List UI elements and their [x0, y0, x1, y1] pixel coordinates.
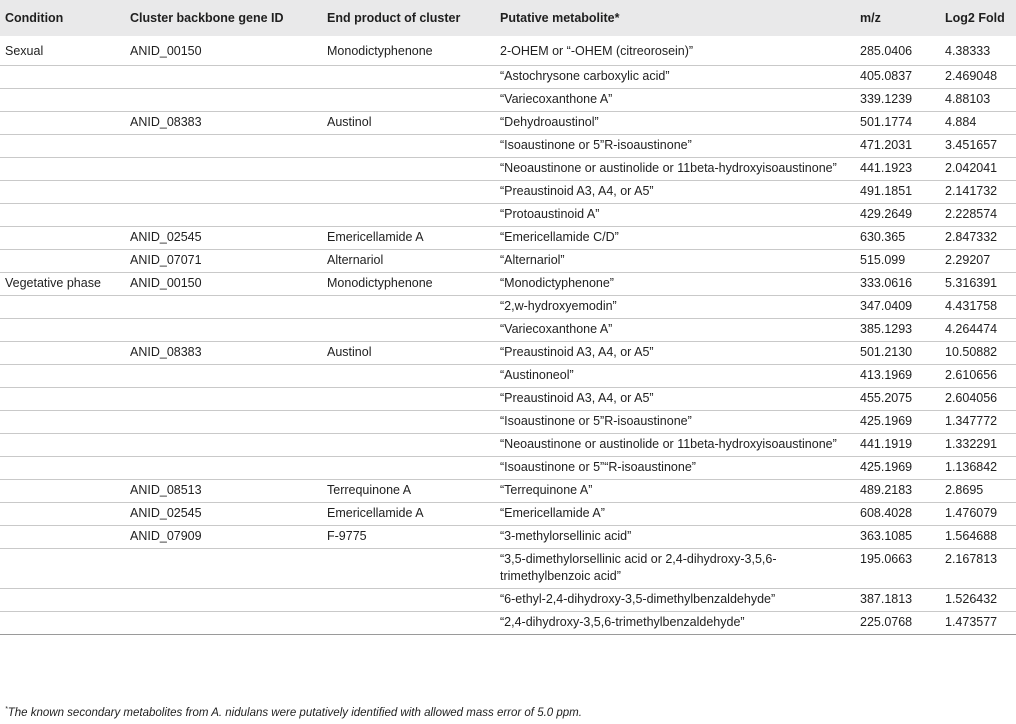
cell-log2-fold: 4.88103: [945, 92, 991, 106]
cell-end-product: [322, 434, 495, 457]
cell-end-product: [322, 135, 495, 158]
cell-mz: 413.1969: [860, 368, 913, 382]
table-row: [0, 342, 1016, 365]
cell-log2-fold: 2.469048: [945, 69, 998, 83]
cell-log2-fold: 2.042041: [945, 161, 998, 175]
cell-end-product: [322, 296, 495, 319]
cell-mz: 333.0616: [860, 276, 913, 290]
cell-condition: [0, 612, 125, 635]
cell-log2-fold: 2.29207: [945, 253, 991, 267]
table-row: [0, 66, 1016, 89]
cell-mz: 501.2130: [860, 345, 913, 359]
cell-putative-metabolite: “Alternariol”: [500, 253, 565, 267]
cell-mz: 429.2649: [860, 207, 913, 221]
cell-mz: 195.0663: [860, 552, 913, 566]
cell-mz: 471.2031: [860, 138, 913, 152]
cell-mz: 405.0837: [860, 69, 913, 83]
cell-cluster-gene-id: ANID_00150: [130, 276, 202, 290]
cell-cluster-gene-id: ANID_07071: [130, 253, 202, 267]
cell-cluster-gene-id: [125, 204, 322, 227]
cell-log2-fold: 2.167813: [945, 552, 998, 566]
cell-condition: [0, 319, 125, 342]
cell-cluster-gene-id: [125, 135, 322, 158]
cell-putative-metabolite: “Dehydroaustinol”: [500, 115, 599, 129]
cell-log2-fold: 2.610656: [945, 368, 998, 382]
cell-cluster-gene-id: [125, 66, 322, 89]
table-row: [0, 158, 1016, 181]
cell-mz: 515.099: [860, 253, 906, 267]
cell-end-product: Monodictyphenone: [327, 276, 433, 290]
header-end-product: End product of cluster: [322, 0, 495, 36]
cell-end-product: [322, 89, 495, 112]
cell-log2-fold: 4.38333: [945, 44, 991, 58]
cell-end-product: [322, 457, 495, 480]
table-row: [0, 589, 1016, 612]
cell-condition: [0, 589, 125, 612]
table-row: [0, 181, 1016, 204]
cell-condition: [0, 549, 125, 589]
header-condition: Condition: [0, 0, 125, 36]
cell-putative-metabolite: “Neoaustinone or austinolide or 11beta-hydroxyisoaustinone”: [500, 161, 837, 175]
cell-putative-metabolite: “2,4-dihydroxy-3,5,6-trimethylbenzaldehyde”: [500, 615, 745, 629]
table-row: [0, 112, 1016, 135]
cell-end-product: [322, 411, 495, 434]
table-row: [0, 36, 1016, 66]
cell-cluster-gene-id: ANID_08383: [130, 115, 202, 129]
cell-condition: [0, 227, 125, 250]
cell-log2-fold: 4.264474: [945, 322, 998, 336]
cell-cluster-gene-id: ANID_02545: [130, 230, 202, 244]
cell-end-product: Austinol: [327, 115, 372, 129]
cell-putative-metabolite: “Emericellamide C/D”: [500, 230, 619, 244]
cell-mz: 608.4028: [860, 506, 913, 520]
cell-mz: 425.1969: [860, 414, 913, 428]
cell-log2-fold: 5.316391: [945, 276, 998, 290]
cell-mz: 491.1851: [860, 184, 913, 198]
cell-cluster-gene-id: [125, 181, 322, 204]
header-mz: m/z: [855, 0, 940, 36]
cell-cluster-gene-id: ANID_00150: [130, 44, 202, 58]
cell-end-product: [322, 589, 495, 612]
cell-cluster-gene-id: [125, 89, 322, 112]
cell-log2-fold: 1.564688: [945, 529, 998, 543]
table-row: [0, 388, 1016, 411]
cell-condition: [0, 250, 125, 273]
cell-cluster-gene-id: [125, 158, 322, 181]
cell-mz: 425.1969: [860, 460, 913, 474]
cell-cluster-gene-id: ANID_08513: [130, 483, 202, 497]
cell-end-product: [322, 158, 495, 181]
cell-condition: [0, 457, 125, 480]
cell-end-product: Emericellamide A: [327, 230, 424, 244]
table-row: [0, 135, 1016, 158]
cell-condition: [0, 503, 125, 526]
table-row: [0, 503, 1016, 526]
cell-log2-fold: 2.8695: [945, 483, 984, 497]
cell-condition: [0, 112, 125, 135]
cell-log2-fold: 4.431758: [945, 299, 998, 313]
cell-condition: [0, 204, 125, 227]
cell-end-product: Austinol: [327, 345, 372, 359]
cell-cluster-gene-id: [125, 457, 322, 480]
table-row: [0, 612, 1016, 635]
header-cluster-backbone-gene-id: Cluster backbone gene ID: [125, 0, 322, 36]
cell-log2-fold: 3.451657: [945, 138, 998, 152]
cell-condition: [0, 480, 125, 503]
cell-end-product: [322, 181, 495, 204]
cell-cluster-gene-id: [125, 589, 322, 612]
cell-mz: 441.1919: [860, 437, 913, 451]
cell-cluster-gene-id: [125, 296, 322, 319]
cell-log2-fold: 1.476079: [945, 506, 998, 520]
cell-end-product: Emericellamide A: [327, 506, 424, 520]
cell-end-product: [322, 365, 495, 388]
cell-log2-fold: 10.50882: [945, 345, 998, 359]
cell-putative-metabolite: “Isoaustinone or 5”R-isoaustinone”: [500, 414, 692, 428]
cell-mz: 347.0409: [860, 299, 913, 313]
cell-cluster-gene-id: ANID_07909: [130, 529, 202, 543]
cell-mz: 501.1774: [860, 115, 913, 129]
cell-condition: [0, 181, 125, 204]
cell-putative-metabolite: “Emericellamide A”: [500, 506, 605, 520]
table-row: [0, 480, 1016, 503]
table-row: [0, 89, 1016, 112]
cell-mz: 225.0768: [860, 615, 913, 629]
table-row: [0, 526, 1016, 549]
cell-condition: [0, 365, 125, 388]
table-row: [0, 457, 1016, 480]
header-row: [0, 0, 1016, 36]
table-header: [0, 0, 1016, 36]
table-row: [0, 296, 1016, 319]
cell-condition: [0, 411, 125, 434]
cell-log2-fold: 1.332291: [945, 437, 998, 451]
cell-condition: [0, 296, 125, 319]
table-row: [0, 434, 1016, 457]
cell-condition: [0, 158, 125, 181]
cell-log2-fold: 1.347772: [945, 414, 998, 428]
cell-mz: 387.1813: [860, 592, 913, 606]
cell-log2-fold: 2.141732: [945, 184, 998, 198]
table-row: [0, 365, 1016, 388]
cell-condition: [0, 135, 125, 158]
cell-end-product: [322, 66, 495, 89]
cell-putative-metabolite: “Austinoneol”: [500, 368, 574, 382]
cell-mz: 441.1923: [860, 161, 913, 175]
cell-cluster-gene-id: [125, 411, 322, 434]
cell-putative-metabolite: “Variecoxanthone A”: [500, 92, 613, 106]
cell-condition: [0, 388, 125, 411]
footnote-marker: *: [5, 706, 8, 713]
cell-end-product: [322, 388, 495, 411]
cell-condition: [0, 66, 125, 89]
cell-log2-fold: 1.473577: [945, 615, 998, 629]
cell-putative-metabolite: “Neoaustinone or austinolide or 11beta-hydroxyisoaustinone”: [500, 437, 837, 451]
cell-putative-metabolite: “3-methylorsellinic acid”: [500, 529, 632, 543]
cell-log2-fold: 1.136842: [945, 460, 998, 474]
cell-putative-metabolite: “Protoaustinoid A”: [500, 207, 600, 221]
cell-putative-metabolite: “3,5-dimethylorsellinic acid or 2,4-dihydroxy-3,5,6-trimethylbenzoic acid”: [500, 552, 777, 583]
cell-putative-metabolite: “Astochrysone carboxylic acid”: [500, 69, 670, 83]
cell-cluster-gene-id: [125, 434, 322, 457]
cell-cluster-gene-id: ANID_08383: [130, 345, 202, 359]
cell-end-product: Alternariol: [327, 253, 384, 267]
cell-cluster-gene-id: [125, 612, 322, 635]
table-row: [0, 250, 1016, 273]
cell-mz: 385.1293: [860, 322, 913, 336]
cell-condition: [0, 526, 125, 549]
cell-end-product: F-9775: [327, 529, 367, 543]
cell-end-product: Monodictyphenone: [327, 44, 433, 58]
cell-cluster-gene-id: [125, 549, 322, 589]
table-row: [0, 549, 1016, 589]
cell-putative-metabolite: “Preaustinoid A3, A4, or A5”: [500, 184, 654, 198]
cell-end-product: Terrequinone A: [327, 483, 412, 497]
table-row: [0, 204, 1016, 227]
table-row: [0, 411, 1016, 434]
header-putative-metabolite: Putative metabolite*: [495, 0, 855, 36]
cell-mz: 630.365: [860, 230, 906, 244]
cell-putative-metabolite: “Terrequinone A”: [500, 483, 593, 497]
cell-putative-metabolite: “2,w-hydroxyemodin”: [500, 299, 617, 313]
cell-condition: [0, 342, 125, 365]
cell-end-product: [322, 204, 495, 227]
cell-condition: Vegetative phase: [5, 276, 101, 290]
cell-putative-metabolite: “Preaustinoid A3, A4, or A5”: [500, 391, 654, 405]
cell-cluster-gene-id: [125, 319, 322, 342]
cell-putative-metabolite: 2-OHEM or “-OHEM (citreorosein)”: [500, 44, 694, 58]
cell-end-product: [322, 612, 495, 635]
cell-log2-fold: 2.847332: [945, 230, 998, 244]
cell-putative-metabolite: “Isoaustinone or 5”“R-isoaustinone”: [500, 460, 696, 474]
footnote-text: The known secondary metabolites from A. nidulans were putatively identified with allowed mass error of 5.0 ppm.: [7, 706, 582, 719]
cell-mz: 339.1239: [860, 92, 913, 106]
cell-condition: [0, 434, 125, 457]
cell-cluster-gene-id: [125, 388, 322, 411]
cell-log2-fold: 4.884: [945, 115, 977, 129]
cell-condition: [0, 89, 125, 112]
cell-log2-fold: 2.228574: [945, 207, 998, 221]
cell-end-product: [322, 549, 495, 589]
cell-condition: Sexual: [5, 44, 44, 58]
cell-cluster-gene-id: [125, 365, 322, 388]
cell-end-product: [322, 319, 495, 342]
table-footnote: [5, 706, 582, 719]
table-body: [0, 36, 1016, 635]
cell-mz: 455.2075: [860, 391, 913, 405]
cell-log2-fold: 2.604056: [945, 391, 998, 405]
table-row: [0, 273, 1016, 296]
cell-log2-fold: 1.526432: [945, 592, 998, 606]
table-row: [0, 319, 1016, 342]
cell-mz: 285.0406: [860, 44, 913, 58]
table-row: [0, 227, 1016, 250]
cell-putative-metabolite: “Isoaustinone or 5”R-isoaustinone”: [500, 138, 692, 152]
cell-mz: 489.2183: [860, 483, 913, 497]
cell-putative-metabolite: “Monodictyphenone”: [500, 276, 614, 290]
cell-putative-metabolite: “Preaustinoid A3, A4, or A5”: [500, 345, 654, 359]
cell-putative-metabolite: “6-ethyl-2,4-dihydroxy-3,5-dimethylbenzaldehyde”: [500, 592, 776, 606]
cell-mz: 363.1085: [860, 529, 913, 543]
header-log2-fold: Log2 Fold: [940, 0, 1016, 36]
cell-putative-metabolite: “Variecoxanthone A”: [500, 322, 613, 336]
cell-cluster-gene-id: ANID_02545: [130, 506, 202, 520]
